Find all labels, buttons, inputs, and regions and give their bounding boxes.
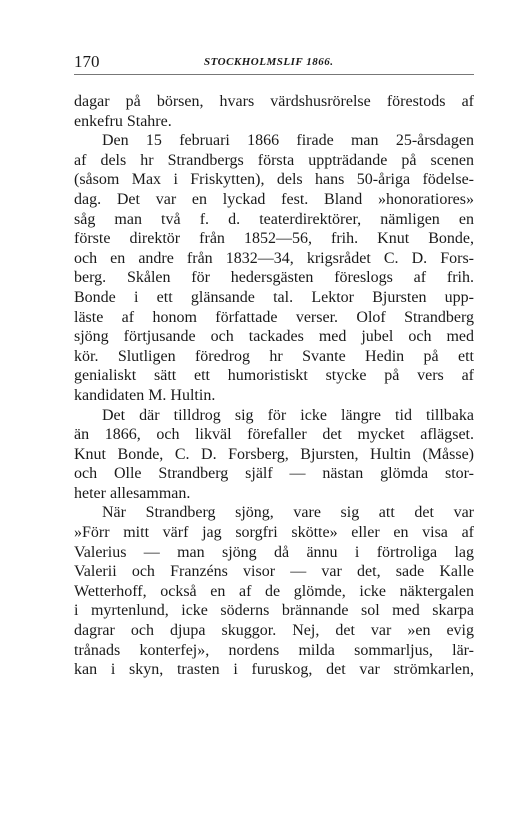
text-line: Valerius — man sjöng då ännu i förtroliga lag bbox=[74, 543, 474, 561]
text-line: Det där tilldrog sig för icke längre tid tillbaka bbox=[102, 406, 474, 424]
paragraph bbox=[74, 503, 474, 679]
text-line: sjöng förtjusande och tackades med jubel och med bbox=[74, 328, 474, 346]
text-line: Knut Bonde, C. D. Forsberg, Bjursten, Hultin (Måsse) bbox=[74, 445, 474, 463]
text-line: än 1866, och likväl förefaller det mycket aflägset. bbox=[74, 426, 474, 444]
text-line: Bonde i ett glänsande tal. Lektor Bjursten upp- bbox=[74, 288, 474, 306]
text-line: läste af honom författade verser. Olof Strandberg bbox=[74, 308, 474, 326]
text-line: När Strandberg sjöng, vare sig att det var bbox=[102, 504, 474, 522]
paragraph bbox=[74, 131, 474, 405]
text-line: Valerii och Franzéns visor — var det, sade Kalle bbox=[74, 563, 474, 581]
text-line: (såsom Max i Friskytten), dels hans 50-åriga födelse- bbox=[74, 171, 474, 189]
page-header bbox=[74, 52, 474, 75]
text-line: dagar på börsen, hvars värdshusrörelse förestods af bbox=[74, 93, 474, 110]
text-line: dagrar och djupa skuggor. Nej, det var »en evig bbox=[74, 622, 474, 640]
text-line: såg man två f. d. teaterdirektörer, nämligen en bbox=[74, 210, 474, 228]
text-line: Wetterhoff, också en af de glömde, icke näktergalen bbox=[74, 582, 474, 600]
paragraph bbox=[74, 92, 474, 131]
running-head: STOCKHOLMSLIF 1866. bbox=[204, 56, 334, 68]
text-line: genialiskt sätt ett humoristiskt stycke på vers af bbox=[74, 367, 474, 385]
text-line: kan i skyn, trasten i furuskog, det var strömkarlen, bbox=[74, 661, 474, 679]
text-line: berg. Skålen för hedersgästen föreslogs af frih. bbox=[74, 269, 474, 287]
text-line: i myrtenlund, icke söderns brännande sol med skarpa bbox=[74, 602, 474, 620]
text-line: dag. Det var en lyckad fest. Bland »honoratiores» bbox=[74, 190, 474, 208]
text-line: Den 15 februari 1866 firade man 25-årsdagen bbox=[102, 132, 474, 150]
book-page bbox=[74, 52, 474, 680]
text-line: »Förr mitt värf jag sorgfri skötte» eller en visa af bbox=[74, 524, 474, 542]
text-line: enkefru Stahre. bbox=[74, 112, 172, 130]
text-line: trånads konterfej», nordens milda sommarljus, lär- bbox=[74, 641, 474, 659]
paragraph bbox=[74, 406, 474, 504]
text-line: af dels hr Strandbergs första uppträdande på scenen bbox=[74, 151, 474, 169]
text-line: heter allesamman. bbox=[74, 484, 191, 502]
page-number: 170 bbox=[74, 52, 100, 71]
body-text bbox=[74, 92, 474, 680]
text-line: kör. Slutligen föredrog hr Svante Hedin på ett bbox=[74, 347, 474, 365]
text-line: och en andre från 1832—34, krigsrådet C. D. Fors- bbox=[74, 249, 474, 267]
text-line: och Olle Strandberg själf — nästan glömda stor- bbox=[74, 465, 474, 483]
text-line: kandidaten M. Hultin. bbox=[74, 386, 216, 404]
text-line: förste direktör från 1852—56, frih. Knut Bonde, bbox=[74, 230, 474, 248]
